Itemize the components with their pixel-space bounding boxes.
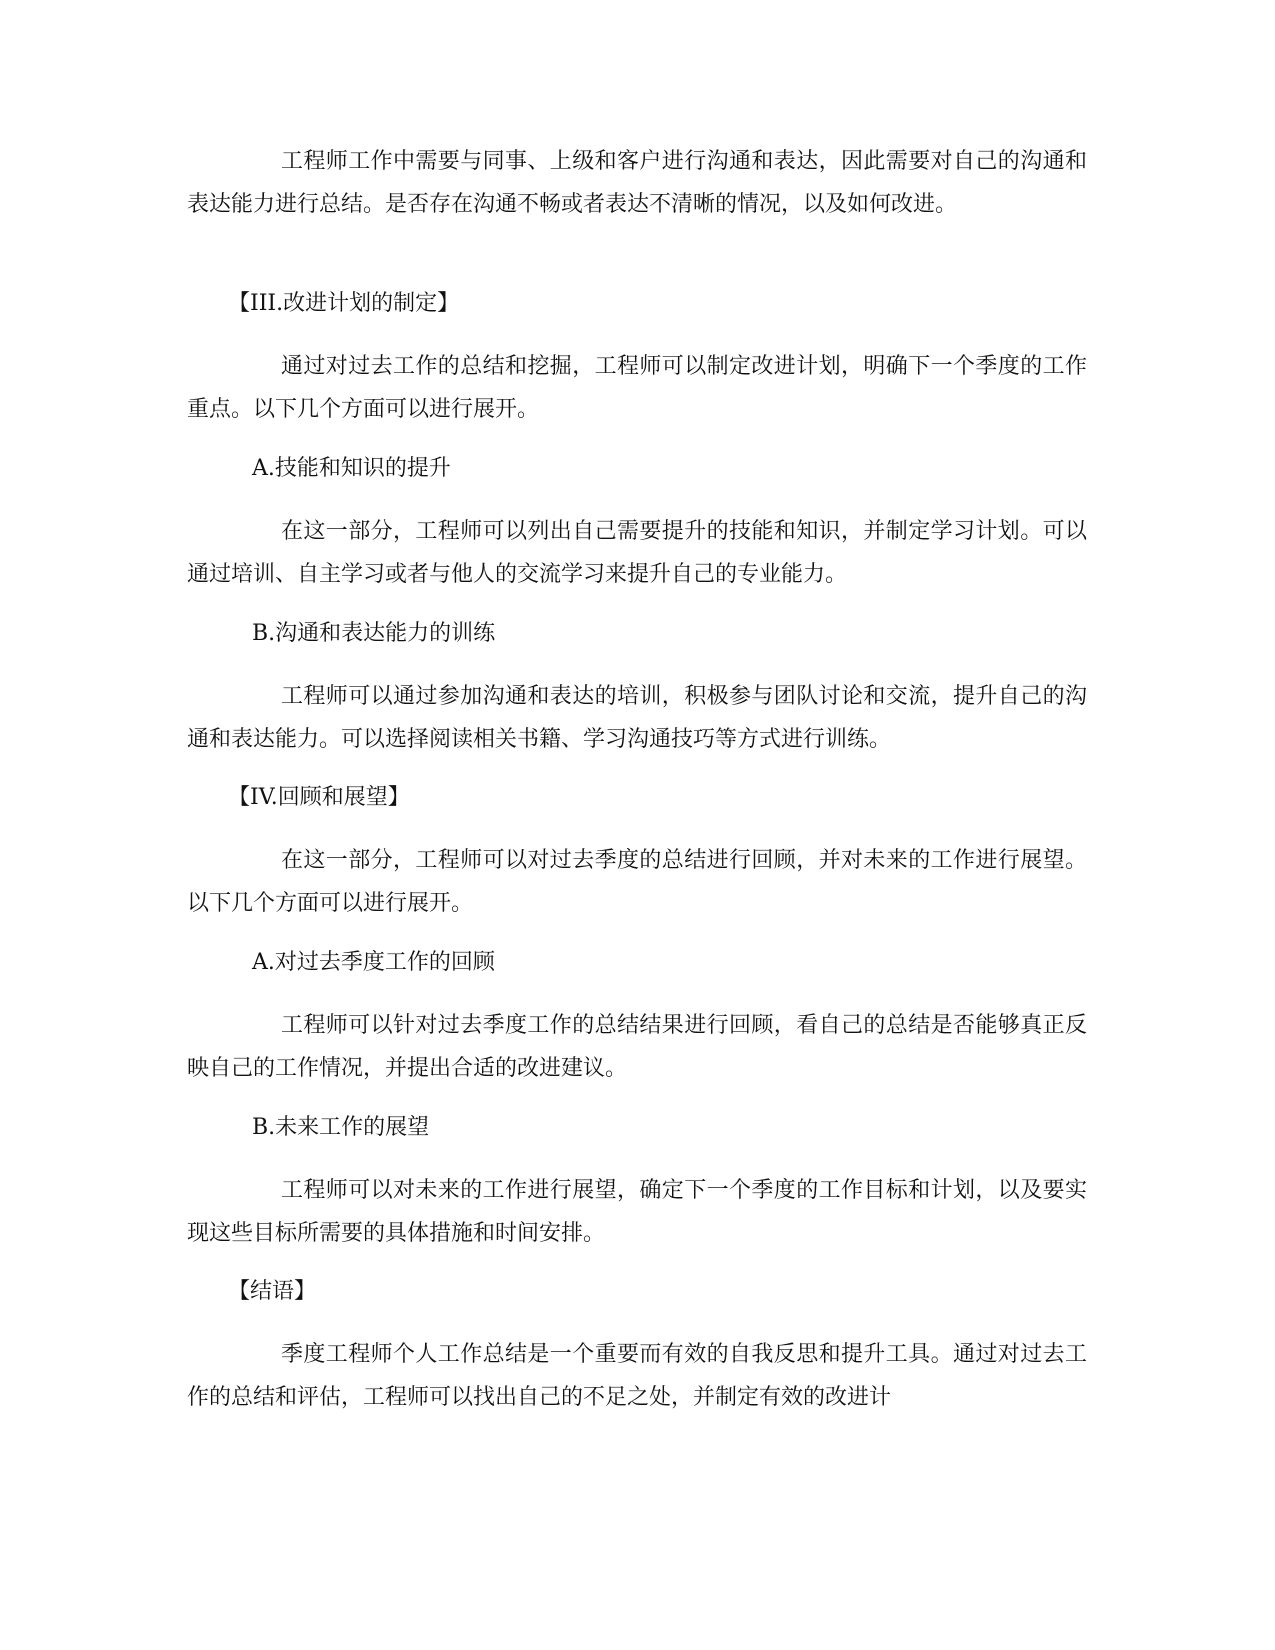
paragraph-improvement-plan-intro: 通过对过去工作的总结和挖掘，工程师可以制定改进计划，明确下一个季度的工作重点。以下几个方面可以进行展开。 (187, 354, 1087, 422)
section-heading-review-outlook: 【IV.回顾和展望】 (228, 785, 410, 810)
paragraph-review-outlook-intro: 在这一部分，工程师可以对过去季度的总结进行回顾，并对未来的工作进行展望。以下几个方面可以进行展开。 (187, 848, 1087, 916)
paragraph-communication-summary: 工程师工作中需要与同事、上级和客户进行沟通和表达，因此需要对自己的沟通和表达能力进行总结。是否存在沟通不畅或者表达不清晰的情况，以及如何改进。 (187, 149, 1087, 217)
subsection-heading-skills: A.技能和知识的提升 (252, 456, 451, 481)
section-heading-improvement-plan: 【III.改进计划的制定】 (228, 291, 460, 316)
paragraph-communication-training: 工程师可以通过参加沟通和表达的培训，积极参与团队讨论和交流，提升自己的沟通和表达能力。可以选择阅读相关书籍、学习沟通技巧等方式进行训练。 (187, 684, 1087, 752)
section-heading-conclusion: 【结语】 (228, 1279, 317, 1304)
paragraph-past-review: 工程师可以针对过去季度工作的总结结果进行回顾，看自己的总结是否能够真正反映自己的工作情况，并提出合适的改进建议。 (187, 1013, 1087, 1081)
subsection-heading-future-outlook: B.未来工作的展望 (252, 1115, 430, 1140)
subsection-heading-past-review: A.对过去季度工作的回顾 (252, 950, 495, 975)
paragraph-skills: 在这一部分，工程师可以列出自己需要提升的技能和知识，并制定学习计划。可以通过培训、自主学习或者与他人的交流学习来提升自己的专业能力。 (187, 519, 1087, 587)
paragraph-future-outlook: 工程师可以对未来的工作进行展望，确定下一个季度的工作目标和计划，以及要实现这些目标所需要的具体措施和时间安排。 (187, 1178, 1087, 1246)
subsection-heading-communication-training: B.沟通和表达能力的训练 (252, 621, 496, 646)
paragraph-conclusion: 季度工程师个人工作总结是一个重要而有效的自我反思和提升工具。通过对过去工作的总结和评估，工程师可以找出自己的不足之处，并制定有效的改进计 (187, 1342, 1087, 1410)
